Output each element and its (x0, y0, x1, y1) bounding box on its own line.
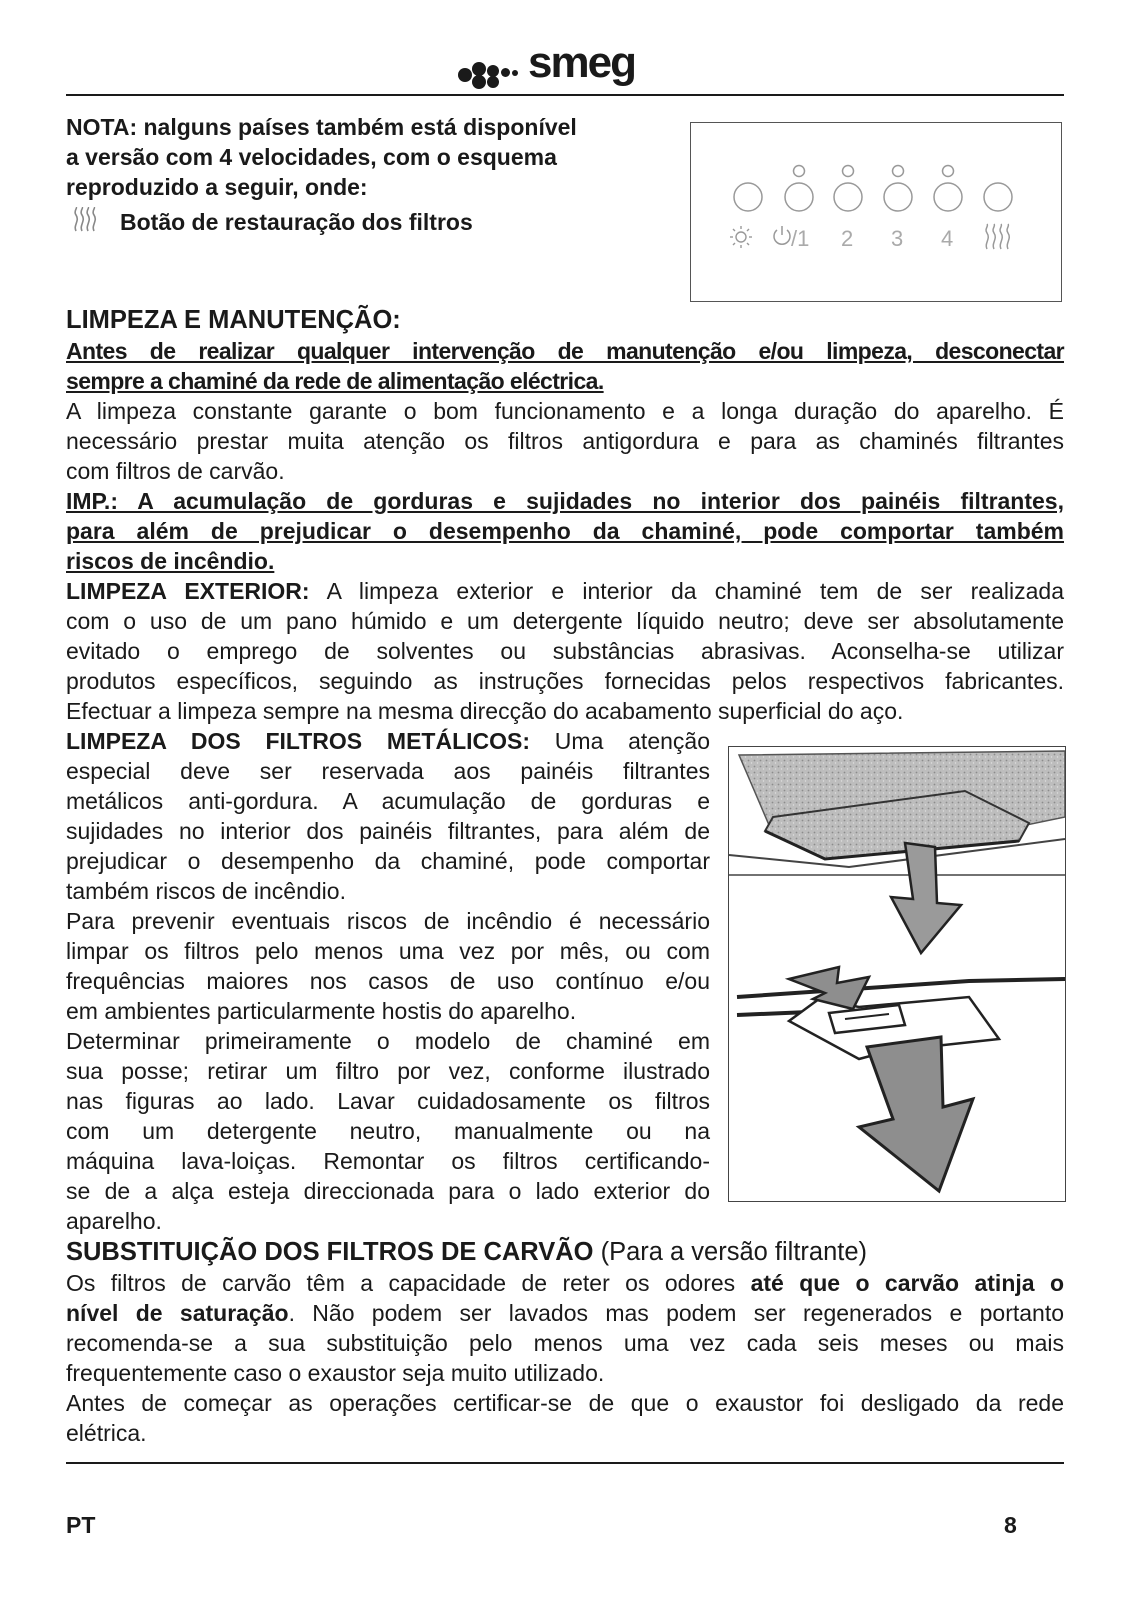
metal-text: Uma atenção (530, 728, 710, 754)
panel-button (785, 183, 813, 211)
led-indicator (843, 166, 854, 177)
warning-line: sempre a chaminé da rede de alimentação eléctrica. (66, 368, 604, 394)
exterior-line (66, 576, 1064, 606)
intro-line: necessário prestar muita atenção os filtros antigordura e para as chaminés filtrantes (66, 428, 1064, 454)
panel-button (984, 183, 1012, 211)
panel-button (884, 183, 912, 211)
page-number: 8 (1004, 1512, 1017, 1538)
panel-button (734, 183, 762, 211)
metal-line: prejudicar o desempenho da chaminé, pode comportar (66, 848, 710, 874)
footer-rule (66, 1462, 1064, 1464)
note-restore (72, 207, 473, 237)
intro-line: com filtros de carvão. (66, 458, 285, 484)
metal-filters (66, 726, 710, 1236)
header-rule (66, 94, 1064, 96)
led-indicator (794, 166, 805, 177)
metal-line: sujidades no interior dos painéis filtrantes, para além de (66, 818, 710, 844)
carbon-line: Antes de começar as operações certificar-se de que o exaustor foi desligado da rede (66, 1390, 1064, 1416)
carbon-emphasis: até que o carvão atinja o (750, 1270, 1064, 1296)
carbon-line: recomenda-se a sua substituição pelo menos uma vez cada seis meses ou mais (66, 1330, 1064, 1356)
carbon-emphasis: nível de saturação (66, 1300, 289, 1326)
exterior-line: produtos específicos, seguindo as instruções fornecidas pelos respectivos fabricantes. (66, 668, 1064, 694)
carbon-line (66, 1298, 1064, 1328)
metal-line: em ambientes particularmente hostis do aparelho. (66, 998, 577, 1024)
metal-line: frequências maiores nos casos de uso contínuo e/ou (66, 968, 710, 994)
speed-label: 3 (891, 226, 904, 251)
warning-line: Antes de realizar qualquer intervenção de manutenção e/ou limpeza, desconectar (66, 338, 1064, 364)
imp-line: riscos de incêndio. (66, 548, 275, 574)
filter-reset-icon (72, 207, 106, 233)
exterior-line: evitado o emprego de solventes ou substâncias abrasivas. Aconselha-se utilizar (66, 638, 1064, 664)
light-icon (730, 226, 752, 248)
power-icon (774, 226, 790, 244)
note-line: a versão com 4 velocidades, com o esquema (66, 144, 557, 170)
panel-button (834, 183, 862, 211)
metal-line: limpar os filtros pelo menos uma vez por mês, ou com (66, 938, 710, 964)
metal-line: Determinar primeiramente o modelo de chaminé em (66, 1028, 710, 1054)
exterior-cleaning (66, 576, 1064, 726)
note-line: NOTA: nalguns países também está disponível (66, 114, 577, 140)
imp-line: para além de prejudicar o desempenho da chaminé, pode comportar também (66, 518, 1064, 544)
metal-line: se de a alça esteja direccionada para o lado exterior do (66, 1178, 710, 1204)
metal-line: Para prevenir eventuais riscos de incêndio é necessário (66, 908, 710, 934)
imp-warning (66, 486, 1064, 576)
led-indicator (943, 166, 954, 177)
panel-svg (691, 123, 1061, 301)
note-line: reproduzido a seguir, onde: (66, 174, 368, 200)
metal-line (66, 726, 710, 756)
control-panel-diagram (690, 122, 1062, 302)
exterior-line: com o uso de um pano húmido e um detergente líquido neutro; deve ser absolutamente (66, 608, 1064, 634)
cleaning-title: LIMPEZA E MANUTENÇÃO: (66, 306, 401, 334)
illustration-svg (729, 747, 1065, 1201)
footer-language: PT (66, 1512, 96, 1538)
speed-label: /1 (791, 226, 810, 251)
cleaning-warning (66, 336, 1064, 396)
exterior-line: Efectuar a limpeza sempre na mesma direcção do acabamento superficial do aço. (66, 698, 904, 724)
imp-line: IMP.: A acumulação de gorduras e sujidades no interior dos painéis filtrantes, (66, 488, 1064, 514)
metal-line: especial deve ser reservada aos painéis filtrantes (66, 758, 710, 784)
metal-line: máquina lava-loiças. Remontar os filtros certificando- (66, 1148, 710, 1174)
carbon-paragraph (66, 1268, 1064, 1448)
carbon-title: SUBSTITUIÇÃO DOS FILTROS DE CARVÃO (66, 1238, 594, 1266)
speed-label: 2 (841, 226, 854, 251)
filter-removal-illustration (728, 746, 1066, 1202)
led-indicator (893, 166, 904, 177)
metal-line: com um detergente neutro, manualmente ou na (66, 1118, 710, 1144)
note-block (66, 112, 646, 202)
carbon-line: frequentemente caso o exaustor seja muito utilizado. (66, 1360, 605, 1386)
metal-heading: LIMPEZA DOS FILTROS METÁLICOS: (66, 728, 531, 754)
smeg-logo (458, 40, 658, 90)
metal-line: metálicos anti-gordura. A acumulação de gorduras e (66, 788, 710, 814)
metal-line: aparelho. (66, 1208, 162, 1234)
restore-label: Botão de restauração dos filtros (120, 209, 473, 235)
speed-label: 4 (941, 226, 954, 251)
cleaning-intro (66, 396, 1064, 486)
carbon-line (66, 1268, 1064, 1298)
metal-line: também riscos de incêndio. (66, 878, 346, 904)
exterior-text: A limpeza exterior e interior da chaminé tem de ser realizada (309, 578, 1064, 604)
exterior-heading: LIMPEZA EXTERIOR: (66, 578, 310, 604)
filter-reset-icon (986, 224, 1009, 249)
metal-line: sua posse; retirar um filtro por vez, conforme ilustrado (66, 1058, 710, 1084)
intro-line: A limpeza constante garante o bom funcionamento e a longa duração do aparelho. É (66, 398, 1064, 424)
carbon-text: Os filtros de carvão têm a capacidade de reter os odores (66, 1270, 751, 1296)
carbon-line: elétrica. (66, 1420, 147, 1446)
panel-button (934, 183, 962, 211)
carbon-text: . Não podem ser lavados mas podem ser regenerados e portanto (288, 1300, 1065, 1326)
carbon-subtitle: (Para a versão filtrante) (593, 1238, 868, 1266)
metal-line: nas figuras ao lado. Lavar cuidadosamente os filtros (66, 1088, 710, 1114)
carbon-heading-line (66, 1236, 1064, 1268)
logo-wordmark: smeg (528, 38, 635, 87)
